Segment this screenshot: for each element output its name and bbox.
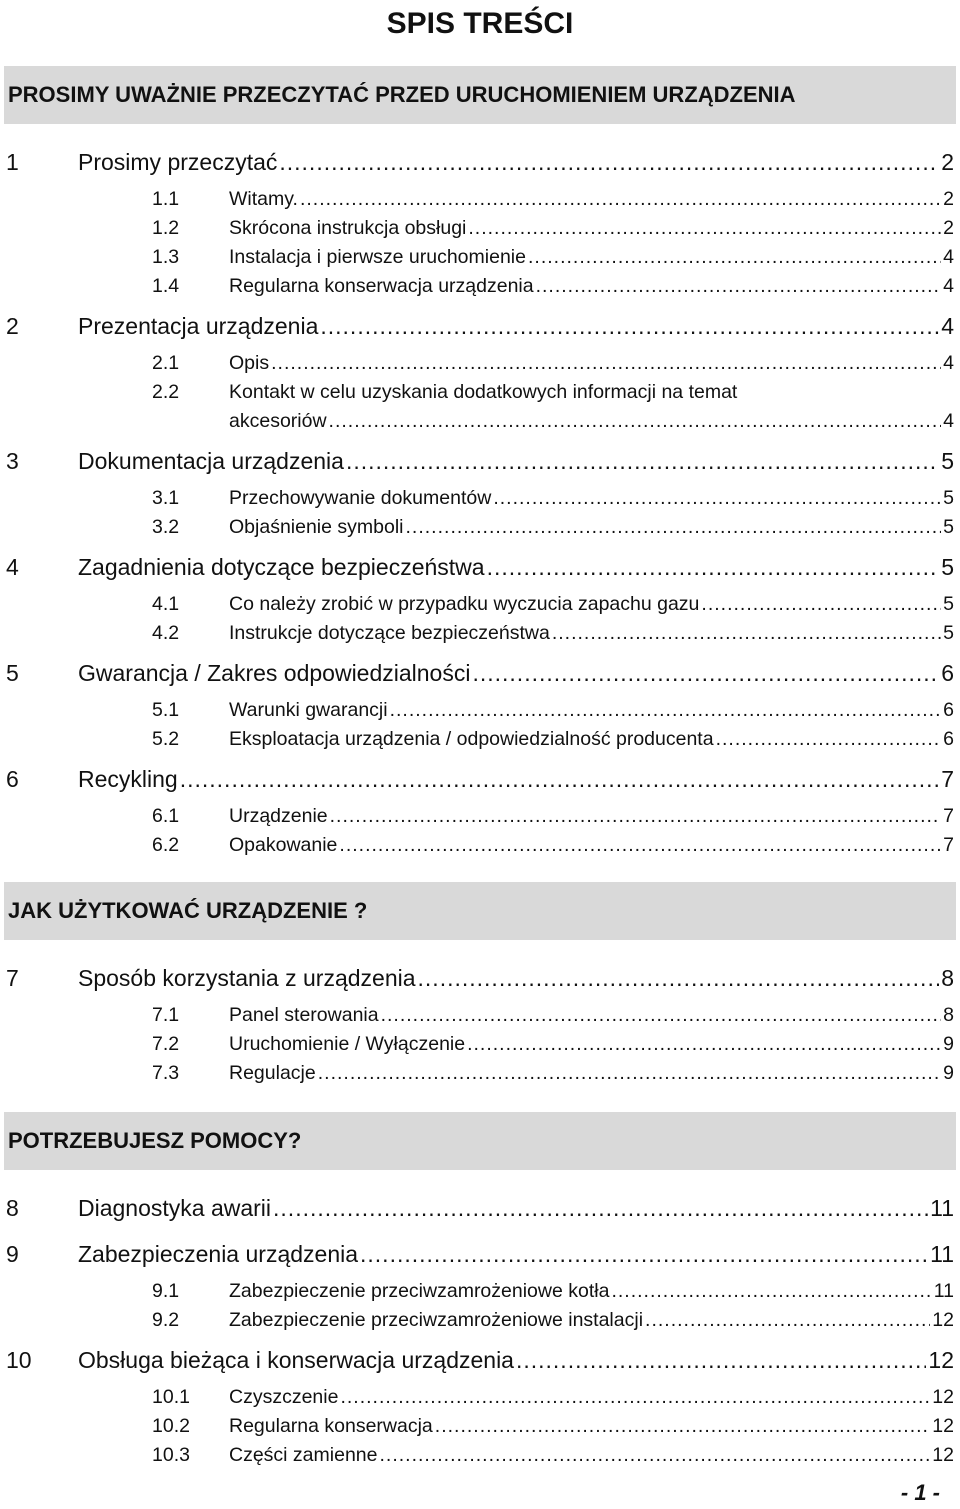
entry-row (229, 1412, 954, 1441)
entry-label: Regulacje (229, 1062, 316, 1084)
entry-label: Co należy zrobić w przypadku wyczucia zapachu gazu (229, 593, 700, 615)
subchapter-entry[interactable] (0, 1412, 960, 1441)
entry-page-number: 4 (943, 352, 954, 374)
entry-number: 1.3 (152, 246, 180, 268)
entry-label: Uruchomienie / Wyłączenie (229, 1033, 466, 1055)
chapter-entry[interactable] (0, 438, 960, 484)
chapter-entry[interactable] (0, 139, 960, 185)
subchapter-entry[interactable] (0, 1306, 960, 1335)
entry-label: Regularna konserwacja urządzenia (229, 275, 534, 297)
entry-number: 1.1 (152, 188, 180, 210)
subchapter-entry[interactable] (0, 1383, 960, 1412)
entry-label: Przechowywanie dokumentów (229, 487, 492, 509)
section-heading: POTRZEBUJESZ POMOCY? (4, 1112, 956, 1170)
entry-row (78, 544, 954, 590)
entry-row (78, 650, 954, 696)
entry-page-number: 11 (933, 1280, 954, 1302)
entry-label: Diagnostyka awarii (78, 1195, 272, 1221)
dot-leader (330, 802, 942, 831)
entry-row (78, 303, 954, 349)
entry-row (229, 831, 954, 860)
chapter-entry[interactable] (0, 1185, 960, 1231)
entry-label: Skrócona instrukcja obsługi (229, 217, 467, 239)
entry-page-number: 5 (943, 593, 954, 615)
dot-leader (340, 1383, 930, 1412)
entry-row (229, 1441, 954, 1470)
entry-row (78, 756, 954, 802)
entry-number: 3 (6, 448, 19, 474)
dot-leader (390, 696, 942, 725)
entry-label: Objaśnienie symboli (229, 516, 404, 538)
entry-number: 9.2 (152, 1309, 180, 1331)
entry-page-number: 12 (932, 1309, 954, 1331)
subchapter-entry[interactable] (0, 831, 960, 860)
entry-page-number: 12 (932, 1386, 954, 1408)
entry-number: 3.1 (152, 487, 180, 509)
entry-page-number: 5 (943, 487, 954, 509)
subchapter-entry[interactable] (0, 1001, 960, 1030)
entry-label: Sposób korzystania z urządzenia (78, 965, 416, 991)
entry-number: 2.1 (152, 352, 180, 374)
entry-label: Obsługa bieżąca i konserwacja urządzenia (78, 1347, 514, 1373)
entry-label: Części zamienne (229, 1444, 378, 1466)
entry-page-number: 5 (941, 554, 954, 580)
entry-number: 1 (6, 149, 19, 175)
entry-page-number: 6 (943, 728, 954, 750)
entry-label: Recykling (78, 766, 178, 792)
entry-row (229, 696, 954, 725)
entry-page-number: 8 (943, 1004, 954, 1026)
entry-label: Regularna konserwacja (229, 1415, 433, 1437)
subchapter-entry[interactable] (0, 349, 960, 378)
dot-leader (279, 139, 939, 185)
entry-row (229, 1277, 954, 1306)
entry-number: 6 (6, 766, 19, 792)
subchapter-entry[interactable] (0, 214, 960, 243)
entry-label: Opakowanie (229, 834, 338, 856)
entry-number: 7.3 (152, 1062, 180, 1084)
entry-page-number: 2 (941, 149, 954, 175)
dot-leader (552, 619, 941, 648)
entry-number: 10.2 (152, 1415, 190, 1437)
dot-leader (435, 1412, 931, 1441)
entry-row (78, 1337, 954, 1383)
entry-page-number: 6 (941, 660, 954, 686)
dot-leader (180, 756, 939, 802)
entry-row (78, 1185, 954, 1231)
entry-page-number: 12 (928, 1347, 954, 1373)
dot-leader (339, 831, 941, 860)
dot-leader (536, 272, 942, 301)
entry-label: Instrukcje dotyczące bezpieczeństwa (229, 622, 550, 644)
dot-leader (406, 513, 942, 542)
chapter-entry[interactable] (0, 955, 960, 1001)
entry-page-number: 5 (943, 622, 954, 644)
toc-section (0, 882, 960, 1090)
entry-label: Zabezpieczenie przeciwzamrożeniowe instalacji (229, 1309, 644, 1331)
dot-leader (701, 590, 941, 619)
dot-leader (381, 1001, 942, 1030)
entry-row (78, 1231, 954, 1277)
page-number: - 1 - (900, 1480, 940, 1505)
entry-page-number: 4 (943, 275, 954, 297)
dot-leader (329, 407, 942, 436)
entry-row (78, 438, 954, 484)
entry-label: Warunki gwarancji (229, 699, 388, 721)
entry-row (229, 243, 954, 272)
entry-row (229, 1030, 954, 1059)
entry-number: 6.1 (152, 805, 180, 827)
entry-number: 5.2 (152, 728, 180, 750)
entry-page-number: 7 (941, 766, 954, 792)
entry-page-number: 2 (943, 217, 954, 239)
entry-number: 5 (6, 660, 19, 686)
entry-page-number: 11 (930, 1241, 954, 1267)
subchapter-entry[interactable] (0, 272, 960, 301)
subchapter-entry[interactable] (0, 802, 960, 831)
subchapter-entry[interactable] (0, 725, 960, 754)
entry-page-number: 7 (943, 805, 954, 827)
dot-leader (318, 1059, 941, 1088)
chapter-entry[interactable] (0, 1231, 960, 1277)
entry-page-number: 9 (943, 1033, 954, 1055)
entry-number: 2 (6, 313, 19, 339)
entry-page-number: 9 (943, 1062, 954, 1084)
entry-number: 9.1 (152, 1280, 180, 1302)
entry-number: 4.1 (152, 593, 180, 615)
entry-row (229, 1059, 954, 1088)
chapter-entry[interactable] (0, 756, 960, 802)
entry-continuation-row (229, 407, 954, 436)
entry-number: 10.1 (152, 1386, 190, 1408)
entry-row (229, 484, 954, 513)
entry-label: Dokumentacja urządzenia (78, 448, 344, 474)
entry-page-number: 11 (930, 1195, 954, 1221)
entry-page-number: 7 (943, 834, 954, 856)
chapter-entry[interactable] (0, 303, 960, 349)
chapter-entry[interactable] (0, 544, 960, 590)
dot-leader (273, 1185, 928, 1231)
entry-row (229, 802, 954, 831)
dot-leader (528, 243, 941, 272)
subchapter-entry[interactable] (0, 696, 960, 725)
entry-number: 1.4 (152, 275, 180, 297)
section-heading: PROSIMY UWAŻNIE PRZECZYTAĆ PRZED URUCHOMIENIEM URZĄDZENIA (4, 66, 956, 124)
subchapter-entry[interactable] (0, 619, 960, 648)
entry-number: 10.3 (152, 1444, 190, 1466)
entry-label: Zagadnienia dotyczące bezpieczeństwa (78, 554, 485, 580)
dot-leader (468, 214, 941, 243)
entry-row (229, 349, 954, 378)
entry-row (229, 1383, 954, 1412)
toc-section (0, 66, 960, 862)
dot-leader (516, 1337, 926, 1383)
entry-row (229, 1001, 954, 1030)
table-of-contents (0, 66, 960, 1472)
dot-leader (472, 650, 939, 696)
dot-leader (418, 955, 940, 1001)
dot-leader (493, 484, 941, 513)
dot-leader (379, 1441, 930, 1470)
entry-page-number: 5 (943, 516, 954, 538)
entry-row (229, 1306, 954, 1335)
subchapter-entry[interactable] (0, 378, 960, 436)
dot-leader (346, 438, 939, 484)
toc-section (0, 1112, 960, 1472)
entry-number: 7.1 (152, 1004, 180, 1026)
entry-row (229, 513, 954, 542)
entry-label: Zabezpieczenia urządzenia (78, 1241, 359, 1267)
entry-page-number: 8 (941, 965, 954, 991)
entry-label: Eksploatacja urządzenia / odpowiedzialność producenta (229, 728, 714, 750)
entry-label: akcesoriów (229, 410, 327, 432)
page-title: SPIS TREŚCI (386, 7, 574, 40)
dot-leader (467, 1030, 941, 1059)
dot-leader (271, 349, 941, 378)
entry-page-number: 4 (943, 410, 954, 432)
entry-number: 6.2 (152, 834, 180, 856)
entry-row (229, 619, 954, 648)
entry-number: 9 (6, 1241, 19, 1267)
entry-number: 7 (6, 965, 19, 991)
entry-row (229, 725, 954, 754)
entry-label: Zabezpieczenie przeciwzamrożeniowe kotła (229, 1280, 610, 1302)
entry-number: 5.1 (152, 699, 180, 721)
dot-leader (360, 1231, 928, 1277)
entry-label: Urządzenie (229, 805, 328, 827)
chapter-entry[interactable] (0, 650, 960, 696)
subchapter-entry[interactable] (0, 243, 960, 272)
entry-label: Prosimy przeczytać (78, 149, 278, 175)
entry-number: 1.2 (152, 217, 180, 239)
entry-label: Kontakt w celu uzyskania dodatkowych informacji na temat (229, 381, 738, 403)
entry-number: 8 (6, 1195, 19, 1221)
entry-row (229, 590, 954, 619)
dot-leader (611, 1277, 931, 1306)
entry-page-number: 4 (943, 246, 954, 268)
entry-page-number: 12 (932, 1444, 954, 1466)
subchapter-entry[interactable] (0, 1059, 960, 1088)
dot-leader (645, 1306, 930, 1335)
dot-leader (300, 185, 941, 214)
subchapter-entry[interactable] (0, 484, 960, 513)
entry-label: Witamy. (229, 188, 298, 210)
section-heading: JAK UŻYTKOWAĆ URZĄDZENIE ? (4, 882, 956, 940)
entry-label: Gwarancja / Zakres odpowiedzialności (78, 660, 471, 686)
entry-page-number: 6 (943, 699, 954, 721)
entry-label: Prezentacja urządzenia (78, 313, 319, 339)
entry-number: 3.2 (152, 516, 180, 538)
entry-page-number: 5 (941, 448, 954, 474)
entry-row (229, 272, 954, 301)
subchapter-entry[interactable] (0, 1030, 960, 1059)
entry-row (78, 955, 954, 1001)
entry-number: 4.2 (152, 622, 180, 644)
dot-leader (487, 544, 940, 590)
subchapter-entry[interactable] (0, 185, 960, 214)
subchapter-entry[interactable] (0, 590, 960, 619)
entry-number: 2.2 (152, 381, 180, 403)
entry-number: 10 (6, 1347, 32, 1373)
dot-leader (716, 725, 942, 754)
entry-row (229, 214, 954, 243)
entry-number: 7.2 (152, 1033, 180, 1055)
entry-row (229, 185, 954, 214)
subchapter-entry[interactable] (0, 513, 960, 542)
entry-label: Instalacja i pierwsze uruchomienie (229, 246, 526, 268)
entry-row (78, 139, 954, 185)
entry-label: Panel sterowania (229, 1004, 379, 1026)
dot-leader (320, 303, 939, 349)
subchapter-entry[interactable] (0, 1441, 960, 1470)
subchapter-entry[interactable] (0, 1277, 960, 1306)
chapter-entry[interactable] (0, 1337, 960, 1383)
entry-page-number: 2 (943, 188, 954, 210)
entry-number: 4 (6, 554, 19, 580)
entry-page-number: 12 (932, 1415, 954, 1437)
entry-label: Opis (229, 352, 270, 374)
entry-label: Czyszczenie (229, 1386, 339, 1408)
entry-page-number: 4 (941, 313, 954, 339)
